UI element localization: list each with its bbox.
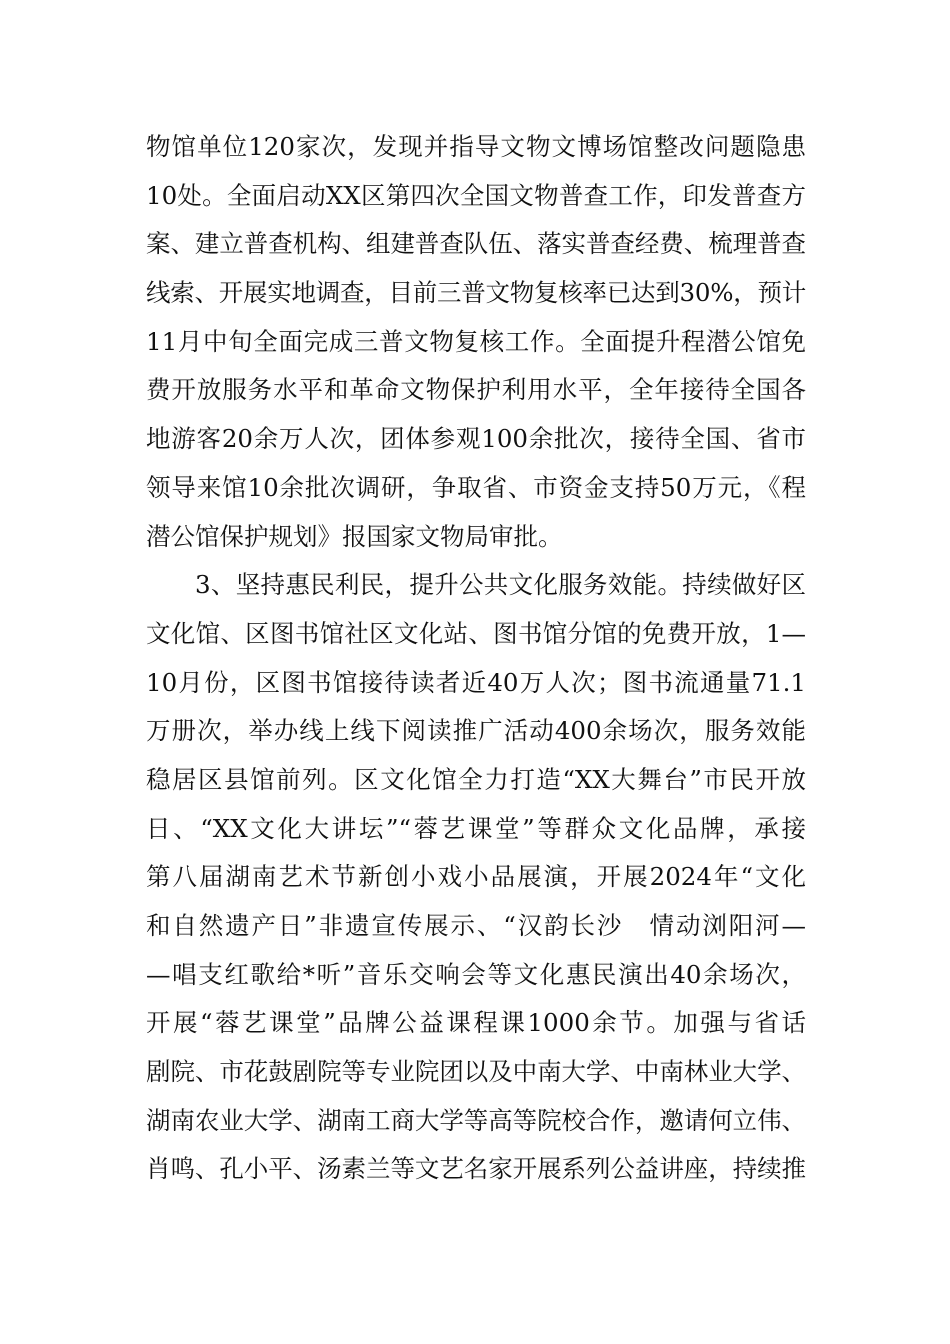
- text-line: 肖鸣、孔小平、汤素兰等文艺名家开展系列公益讲座，持续推: [146, 1154, 806, 1184]
- text-line: 潜公馆保护规划》报国家文物局审批。: [146, 521, 563, 551]
- text-line: 和自然遗产日”非遗宣传展示、“汉韵长沙 情动浏阳河—: [146, 911, 806, 940]
- text-line: 费开放服务水平和革命文物保护利用水平，全年接待全国各: [146, 375, 806, 405]
- text-line: 领导来馆10余批次调研，争取省、市资金支持50万元，《程: [146, 472, 806, 502]
- text-line: 日、“XX文化大讲坛”“蓉艺课堂”等群众文化品牌，承接: [146, 813, 806, 843]
- text-line: 物馆单位120家次，发现并指导文物文博场馆整改问题隐患: [146, 132, 806, 161]
- paragraph-start-line: 3、坚持惠民利民，提升公共文化服务效能。持续做好区: [195, 570, 806, 600]
- text-line: 10月份，区图书馆接待读者近40万人次；图书流通量71.1: [146, 667, 806, 697]
- text-line: 10处。全面启动XX区第四次全国文物普查工作，印发普查方: [146, 180, 806, 210]
- text-line: —唱支红歌给*听”音乐交响会等文化惠民演出40余场次，: [146, 959, 806, 989]
- text-line: 湖南农业大学、湖南工商大学等高等院校合作，邀请何立伟、: [146, 1105, 806, 1135]
- text-line: 案、建立普查机构、组建普查队伍、落实普查经费、梳理普查: [146, 229, 806, 259]
- text-line: 剧院、市花鼓剧院等专业院团以及中南大学、中南林业大学、: [146, 1057, 806, 1087]
- text-line: 万册次，举办线上线下阅读推广活动400余场次，服务效能: [146, 716, 806, 746]
- text-line: 线索、开展实地调查，目前三普文物复核率已达到30%，预计: [146, 278, 806, 308]
- text-line: 地游客20余万人次，团体参观100余批次，接待全国、省市: [146, 424, 806, 454]
- text-line: 文化馆、区图书馆社区文化站、图书馆分馆的免费开放，1—: [146, 618, 806, 648]
- text-line: 第八届湖南艺术节新创小戏小品展演，开展2024年“文化: [146, 862, 806, 892]
- text-line: 11月中旬全面完成三普文物复核工作。全面提升程潜公馆免: [146, 326, 806, 356]
- text-line: 开展“蓉艺课堂”品牌公益课程课1000余节。加强与省话: [146, 1008, 806, 1038]
- body-text: [146, 123, 806, 1194]
- text-line: 稳居区县馆前列。区文化馆全力打造“XX大舞台”市民开放: [146, 764, 806, 794]
